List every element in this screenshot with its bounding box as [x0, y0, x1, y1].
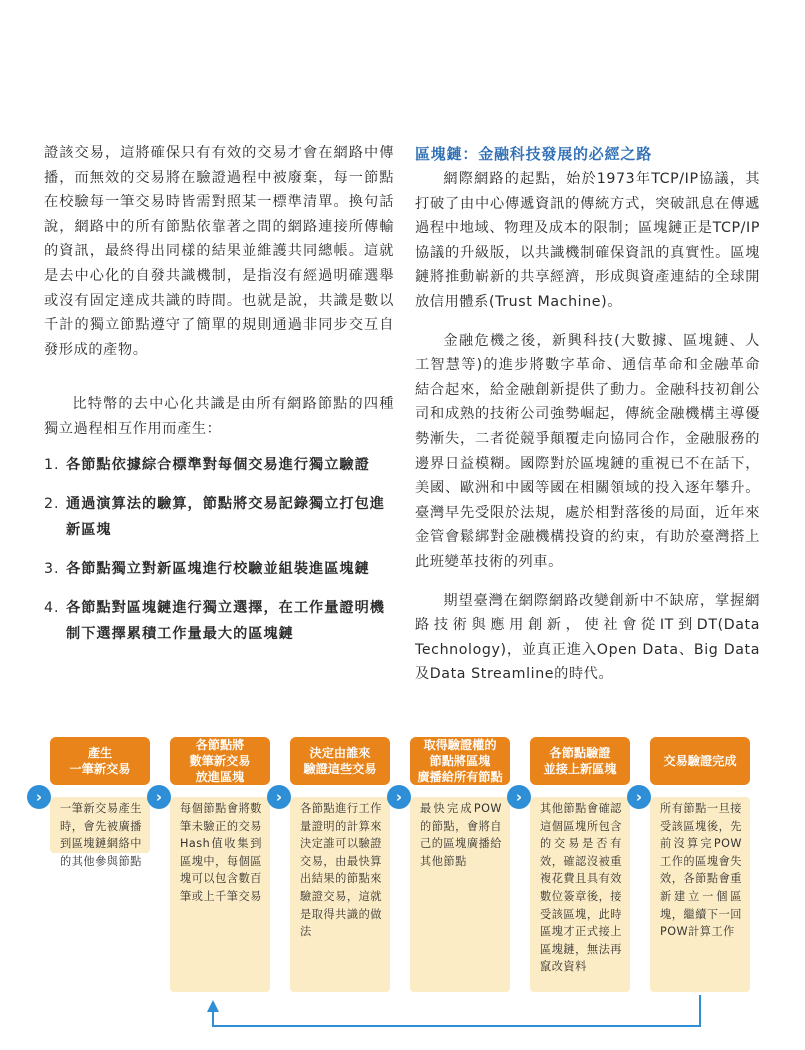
- flow-step-title: 取得驗證權的 節點將區塊 廣播給所有節點: [410, 737, 510, 785]
- right-paragraph-3: 期望臺灣在網際網路改變創新中不缺席，掌握網路技術與應用創新，使社會從IT到DT(Data Technology)，並真正進入Open Data、Big Data及Data Streamline的時代。: [415, 592, 760, 683]
- chevron-right-icon: ›: [507, 785, 531, 809]
- left-paragraph-2: 比特幣的去中心化共識是由所有網路節點的四種獨立過程相互作用而產生：: [44, 396, 394, 437]
- section-heading: 區塊鏈：金融科技發展的必經之路: [415, 145, 653, 163]
- list-item: 3. 各節點獨立對新區塊進行校驗並組裝進區塊鏈: [44, 560, 370, 577]
- flow-step-desc: 各節點進行工作量證明的計算來決定誰可以驗證交易，由最快算出結果的節點來驗證交易，這就是取得共識的做法: [290, 797, 390, 992]
- flow-step-title: 各節點將 數筆新交易 放進區塊: [170, 737, 270, 785]
- flow-step-desc: 一筆新交易產生時，會先被廣播到區塊鏈網絡中的其他參與節點: [50, 797, 150, 853]
- flow-step-title: 決定由誰來 驗證這些交易: [290, 737, 390, 785]
- right-paragraph-1: 網際網路的起點，始於1973年TCP/IP協議，其打破了由中心傳遞資訊的傳統方式，突破訊息在傳遞過程中地域、物理及成本的限制；區塊鏈正是TCP/IP協議的升級版，以共識機制確保資訊的真實性。區塊鏈將推動嶄新的共享經濟，形成與資產連結的全球開放信用體系(Trust Machine)。: [415, 171, 760, 310]
- flow-step-desc: 每個節點會將數筆未驗正的交易Hash值收集到區塊中，每個區塊可以包含數百筆或上千筆交易: [170, 797, 270, 992]
- flow-step-title: 各節點驗證 並接上新區塊: [530, 737, 630, 785]
- list-item: 4. 各節點對區塊鏈進行獨立選擇，在工作量證明機制下選擇累積工作量最大的區塊鏈: [44, 599, 385, 642]
- left-paragraph-1: 證該交易，這將確保只有有效的交易才會在網路中傳播，而無效的交易將在驗證過程中被廢棄，每一節點在校驗每一筆交易時皆需對照某一標準清單。換句話說，網路中的所有節點依靠著之間的網路連接所傳輸的資訊，最終得出同樣的結果並維護共同總帳。這就是去中心化的自發共識機制，是指沒有經過明確選舉或沒有固定達成共識的時間。也就是說，共識是數以千計的獨立節點遵守了簡單的規則通過非同步交互自發形成的產物。: [44, 145, 394, 358]
- chevron-right-icon: ›: [27, 785, 51, 809]
- flow-step-title: 產生 一筆新交易: [50, 737, 150, 785]
- chevron-right-icon: ›: [387, 785, 411, 809]
- flow-step-desc: 其他節點會確認這個區塊所包含的交易是否有效，確認沒被重複花費且具有效數位簽章後，接受該區塊，此時區塊才正式接上區塊鏈，無法再竄改資料: [530, 797, 630, 992]
- flow-step-title: 交易驗證完成: [650, 737, 750, 785]
- chevron-right-icon: ›: [267, 785, 291, 809]
- chevron-right-icon: ›: [147, 785, 171, 809]
- flow-step-desc: 所有節點一旦接受該區塊後，先前沒算完POW工作的區塊會失效，各節點會重新建立一個區塊，繼續下一回POW計算工作: [650, 797, 750, 992]
- list-item: 2. 通過演算法的驗算，節點將交易記錄獨立打包進新區塊: [44, 495, 385, 538]
- right-paragraph-2: 金融危機之後，新興科技(大數據、區塊鏈、人工智慧等)的進步將數字革命、通信革命和金融革命結合起來，給金融創新提供了動力。金融科技初創公司和成熟的技術公司強勢崛起，傳統金融機構主導優勢漸失，二者從競爭顛覆走向協同合作，金融服務的邊界日益模糊。國際對於區塊鏈的重視已不在話下，美國、歐洲和中國等國在相關領域的投入逐年攀升。臺灣早先受限於法規，處於相對落後的局面，近年來金管會鬆綁對金融機構投資的約束，有助於臺灣搭上此班變革技術的列車。: [415, 332, 760, 570]
- chevron-right-icon: ›: [627, 785, 651, 809]
- list-item: 1. 各節點依據綜合標準對每個交易進行獨立驗證: [44, 456, 370, 473]
- flow-step-desc: 最快完成POW的節點，會將自己的區塊廣播給其他節點: [410, 797, 510, 992]
